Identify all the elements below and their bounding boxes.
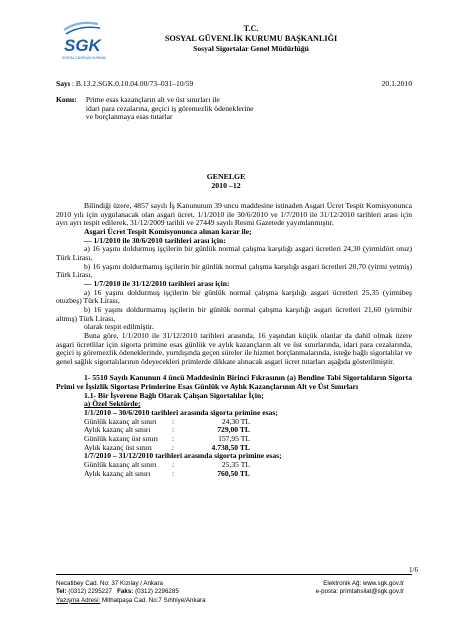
row-label: Günlük kazanç alt sınırı	[84, 460, 157, 470]
paragraph-heading: Asgari Ücret Tespit Komisyonunca alınan karar ile;	[84, 226, 252, 236]
footer-row	[56, 580, 412, 588]
footer-email: e-posta: primtahsilat@sgk.gov.tr	[315, 588, 404, 596]
header-org: SOSYAL GÜVENLİK KURUMU BAŞKANLIĞI	[164, 33, 338, 43]
row-value: 25,35 TL	[221, 460, 250, 470]
yazisma-label: Yazışma Adresi:	[56, 596, 101, 604]
sayi-label: Sayı	[56, 79, 70, 88]
paragraph: Buna göre, 1/1/2010 ile 31/12/2010 tarihleri arasında, 16 yaşından küçük olanlar da dahil olmak üzere asgari ücretlilar için sigorta primine esas günlük ve aylık kazançların alt ve üst sınırlarında, idari para cezalarında, geçici iş göremezlik ödeneklerinde, yurtdışında geçen süreler ile hizmet borçlanmalarında, isteğe bağlı sigortalılar ve genel sağlık sigortalılarının ödeyecekleri primlerde dikkate alınacak asgari ücret tutarları aşağıda gösterilmiştir.	[56, 330, 412, 366]
document-body	[56, 202, 412, 478]
footer-row	[56, 588, 412, 596]
subject-block	[56, 96, 356, 122]
row-label: Günlük kazanç üst sınırı	[84, 434, 159, 444]
earnings-table	[84, 418, 250, 453]
konu-label: Konu:	[56, 95, 77, 104]
row-colon: :	[172, 468, 175, 478]
wage-item: a) 16 yaşını doldurmuş işçilerin bir günlük normal çalışma karşılığı asgari ücretleri 24,30 (yirmidört otuz) Türk Lirası,	[56, 244, 412, 262]
footer-mail-address	[56, 597, 206, 605]
period-heading: — 1/7/2010 ile 31/12/2010 tarihleri arası için:	[84, 278, 230, 288]
circular-title	[0, 172, 452, 191]
period-table-wrap	[56, 418, 412, 453]
row-label: Aylık kazanç alt sınırı	[84, 468, 151, 478]
header-sub: Sosyal Sigortalar Genel Müdürlüğü	[193, 43, 309, 53]
faks-label: Faks:	[117, 588, 134, 596]
wage-item: b) 16 yaşını doldurmamış işçilerin bir günlük normal çalışma karşılığı asgari ücretleri 21,60 (yirmibir altmış) Türk Lirası,	[56, 304, 412, 323]
table-row	[84, 470, 250, 479]
footer-web: Elektronik Ağ: www.sgk.gov.tr	[323, 580, 404, 587]
footer-address: Necatibey Cad. No: 37 Kızılay / Ankara	[56, 580, 163, 587]
row-colon: :	[172, 460, 175, 470]
genelge-title: GENELGE	[206, 172, 246, 181]
subsection-title: 1.1- Bir İşverene Bağlı Olarak Çalışan Sigortalılar İçin;	[84, 390, 264, 400]
yazisma-value: Mithatpaşa Cad. No:7 Sıhhiye/Ankara	[101, 596, 206, 604]
row-value: 760,50 TL	[217, 468, 250, 478]
header-tc: T.C.	[243, 24, 259, 33]
wage-item: a) 16 yaşını doldurmuş işçilerin bir günlük normal çalışma karşılığı asgari ücretleri 25,35 (yirmibeş otuzbeş) Türk Lirası,	[56, 287, 412, 306]
row-label: Aylık kazanç alt sınırı	[84, 425, 151, 435]
period-table-wrap	[56, 461, 412, 478]
wage-item: b) 16 yaşını doldurmamış işçilerin bir günlük normal çalışma karşılığı asgari ücretleri 20,70 (yirmi yetmiş) Türk Lirası,	[56, 261, 412, 280]
row-colon: :	[172, 416, 175, 426]
footer-phones	[56, 588, 179, 596]
svg-text:SGK: SGK	[64, 36, 101, 55]
genelge-number: 2010 –12	[211, 181, 241, 191]
row-colon: :	[172, 442, 175, 452]
tel-value: (0312) 2295227	[68, 588, 112, 596]
period-title: 1/7/2010 – 31/12/2010 tarihleri arasında sigorta primine esas;	[84, 451, 282, 461]
row-value: 157,95 TL	[218, 434, 250, 444]
row-label: Aylık kazanç üst sınırı	[84, 442, 152, 452]
period-heading: — 1/1/2010 ile 30/6/2010 tarihleri arası için:	[84, 235, 226, 245]
row-colon: :	[172, 434, 175, 444]
letterhead	[90, 24, 412, 53]
row-colon: :	[172, 425, 175, 435]
earnings-table	[84, 461, 250, 478]
row-value: 4.738,50 TL	[211, 442, 250, 452]
row-value: 24,30 TL	[221, 416, 250, 426]
konu-line: idari para cezalarına, geçici iş göremezlik ödeneklerine	[85, 103, 254, 113]
row-value: 729,00 TL	[217, 425, 250, 435]
reference-number-line	[56, 80, 412, 89]
sayi-value: : B.13.2.SGK.0.10.04.00/73–031–10/59	[71, 79, 194, 88]
konu-text	[86, 96, 336, 122]
section-title: 1- 5510 Sayılı Kanunun 4 üncü Maddesinin Birinci Fıkrasının (a) Bendine Tabi Sigortalıların Sigorta Primi ve İşsizlik Sigortası Primlerine Esas Günlük ve Aylık Kazançlarının Alt ve Üst Sınırları	[56, 373, 412, 392]
paragraph-end: olarak tespit edilmiştir.	[84, 322, 154, 332]
svg-text:SOSYAL GÜVENLİK KURUMU: SOSYAL GÜVENLİK KURUMU	[62, 56, 107, 60]
faks-value: (0312) 2296285	[135, 588, 179, 596]
period-title: 1/1/2010 – 30/6/2010 tarihleri arasında sigorta primine esas;	[84, 408, 278, 418]
document-date: 20.1.2010	[381, 79, 412, 88]
page-footer	[56, 566, 418, 605]
page-number: 1/6	[409, 566, 418, 574]
sector-label: a) Özel Sektörde;	[84, 399, 141, 409]
konu-line: ve borçlanmaya esas tutarlar	[85, 112, 173, 122]
konu-line: Prime esas kazançların alt ve üst sınırları ile	[85, 95, 220, 104]
footer-row	[56, 597, 412, 605]
row-label: Günlük kazanç alt sınırı	[84, 416, 157, 426]
tel-label: Tel:	[56, 588, 67, 596]
paragraph: Bilindiği üzere, 4857 sayılı İş Kanununun 39 uncu maddesine istinaden Asgari Ücret Tespit Komisyonunca 2010 yılı için uygulanacak olan asgari ücret, 1/1/2010 ile 30/6/2010 ve 1/7/2010 ile 31/12/2010 tarihleri arası için ayrı ayrı tespit edilerek, 31/12/2009 tarihli ve 27449 sayılı Resmi Gazetede yayımlanmıştır.	[56, 201, 412, 228]
